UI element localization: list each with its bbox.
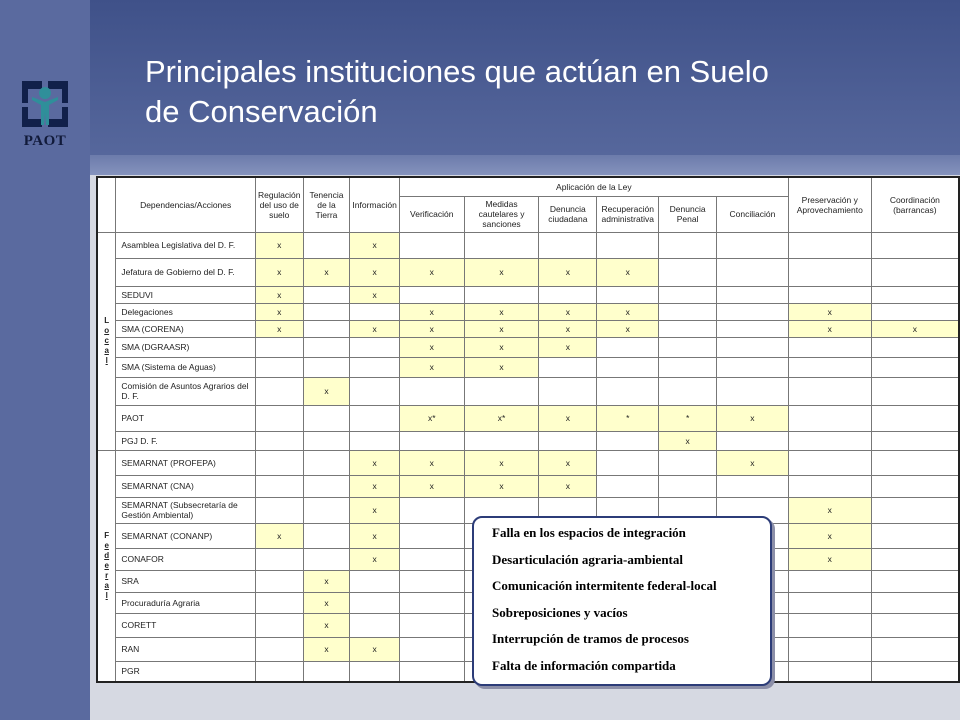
table-cell <box>303 405 350 431</box>
group-letter: o <box>104 326 110 335</box>
table-cell <box>871 405 959 431</box>
issue-item: Falla en los espacios de integración <box>492 525 686 540</box>
col-preservacion: Preservación y Aprovechamiento <box>788 177 871 232</box>
table-cell <box>303 337 350 357</box>
table-cell <box>539 377 597 405</box>
table-cell <box>255 357 303 377</box>
institution-name: PGR <box>116 661 256 682</box>
col-denuncia-ciudadana: Denuncia ciudadana <box>539 196 597 232</box>
institution-name: Comisión de Asuntos Agrarios del D. F. <box>116 377 256 405</box>
institution-name: SMA (Sistema de Aguas) <box>116 357 256 377</box>
col-recuperacion: Recuperación administrativa <box>597 196 659 232</box>
table-cell <box>399 613 464 637</box>
table-cell <box>788 377 871 405</box>
table-cell <box>255 337 303 357</box>
table-cell <box>350 613 399 637</box>
institution-name: Asamblea Legislativa del D. F. <box>116 232 256 258</box>
table-cell <box>717 337 789 357</box>
issue-item: Desarticulación agraria-ambiental <box>492 551 683 567</box>
table-cell: x <box>350 497 399 523</box>
table-cell: x <box>597 303 659 320</box>
group-letter: L <box>104 316 110 325</box>
table-cell: x <box>539 450 597 475</box>
table-cell: x <box>399 357 464 377</box>
table-row <box>97 258 959 286</box>
group-letter: l <box>105 356 108 365</box>
table-cell <box>303 548 350 570</box>
table-cell <box>788 405 871 431</box>
group-letter: a <box>104 580 109 590</box>
institution-name: SMA (DGRAASR) <box>116 337 256 357</box>
institution-name: SRA <box>116 570 256 592</box>
table-cell <box>871 431 959 450</box>
table-cell <box>399 661 464 682</box>
institution-name: CORETT <box>116 613 256 637</box>
table-cell <box>303 523 350 548</box>
table-cell: x <box>350 475 399 497</box>
table-cell <box>871 258 959 286</box>
table-cell <box>464 232 539 258</box>
header-divider <box>90 155 960 175</box>
table-cell: x <box>597 320 659 337</box>
table-cell: x <box>717 450 789 475</box>
table-cell <box>871 232 959 258</box>
table-cell <box>788 570 871 592</box>
table-cell <box>659 232 717 258</box>
table-cell: x <box>255 258 303 286</box>
col-coordinacion: Coordinación (barrancas) <box>871 177 959 232</box>
table-cell: x <box>539 258 597 286</box>
table-cell <box>659 377 717 405</box>
table-row <box>97 232 959 258</box>
table-cell <box>597 377 659 405</box>
table-cell <box>659 258 717 286</box>
table-cell: x <box>399 475 464 497</box>
table-cell <box>717 303 789 320</box>
table-cell <box>871 497 959 523</box>
institution-name: Jefatura de Gobierno del D. F. <box>116 258 256 286</box>
table-cell <box>255 661 303 682</box>
group-letter: l <box>105 590 108 600</box>
logo-text: PAOT <box>23 133 67 149</box>
issue-item: Comunicación intermitente federal-local <box>492 578 717 593</box>
table-cell: x <box>788 497 871 523</box>
table-cell <box>399 497 464 523</box>
col-regulacion: Regulación del uso de suelo <box>255 177 303 232</box>
table-cell <box>350 303 399 320</box>
table-cell <box>399 232 464 258</box>
group-letter: F <box>104 530 110 540</box>
title-line-2: de Conservación <box>145 94 378 129</box>
table-cell: x <box>788 303 871 320</box>
table-cell <box>788 431 871 450</box>
table-cell: x <box>303 637 350 661</box>
table-cell <box>788 258 871 286</box>
institution-name: SMA (CORENA) <box>116 320 256 337</box>
institution-name: Procuraduría Agraria <box>116 592 256 613</box>
table-cell: x <box>255 232 303 258</box>
table-cell <box>717 475 789 497</box>
table-cell <box>871 337 959 357</box>
table-cell <box>464 286 539 303</box>
table-cell <box>717 377 789 405</box>
table-cell <box>788 337 871 357</box>
table-cell <box>871 570 959 592</box>
table-cell <box>871 661 959 682</box>
table-cell: x* <box>399 405 464 431</box>
issue-item: Falta de información compartida <box>492 657 676 673</box>
institution-name: SEDUVI <box>116 286 256 303</box>
table-row <box>97 405 959 431</box>
table-cell <box>255 431 303 450</box>
table-cell: x <box>399 258 464 286</box>
table-cell: x <box>350 548 399 570</box>
table-cell: x <box>350 637 399 661</box>
col-dependencias: Dependencias/Acciones <box>116 177 256 232</box>
table-cell <box>871 303 959 320</box>
institution-name: SEMARNAT (PROFEPA) <box>116 450 256 475</box>
table-cell <box>871 523 959 548</box>
table-cell <box>597 450 659 475</box>
table-cell <box>399 286 464 303</box>
group-letter: e <box>104 540 109 550</box>
table-cell: * <box>597 405 659 431</box>
table-cell <box>788 592 871 613</box>
table-cell <box>350 337 399 357</box>
table-cell <box>597 475 659 497</box>
table-cell: x <box>871 320 959 337</box>
table-cell <box>399 431 464 450</box>
table-cell <box>788 613 871 637</box>
table-cell <box>350 592 399 613</box>
group-letter: c <box>104 336 109 345</box>
col-verificacion: Verificación <box>399 196 464 232</box>
institution-name: SEMARNAT (CONANP) <box>116 523 256 548</box>
table-cell <box>303 303 350 320</box>
table-cell: x <box>788 320 871 337</box>
table-cell <box>303 661 350 682</box>
table-cell: x <box>788 523 871 548</box>
table-cell <box>303 232 350 258</box>
table-cell <box>303 431 350 450</box>
table-cell: x <box>539 475 597 497</box>
table-cell: x <box>350 286 399 303</box>
table-cell <box>255 377 303 405</box>
table-cell <box>303 286 350 303</box>
table-cell <box>255 497 303 523</box>
table-cell: x <box>659 431 717 450</box>
paot-logo <box>12 75 78 155</box>
table-cell <box>597 286 659 303</box>
group-local <box>97 232 116 450</box>
col-tenencia: Tenencia de la Tierra <box>303 177 350 232</box>
table-cell <box>539 357 597 377</box>
table-cell: x <box>597 258 659 286</box>
table-row <box>97 357 959 377</box>
table-cell <box>399 377 464 405</box>
table-cell: x <box>255 523 303 548</box>
table-cell <box>597 431 659 450</box>
table-cell <box>350 570 399 592</box>
table-cell <box>255 570 303 592</box>
table-cell <box>788 637 871 661</box>
table-cell <box>399 637 464 661</box>
institution-name: PGJ D. F. <box>116 431 256 450</box>
table-cell: x <box>464 258 539 286</box>
table-cell <box>788 286 871 303</box>
table-cell <box>871 450 959 475</box>
table-cell: x <box>303 377 350 405</box>
col-aplicacion: Aplicación de la Ley <box>399 177 788 196</box>
table-cell <box>659 475 717 497</box>
table-cell <box>255 450 303 475</box>
table-cell <box>255 405 303 431</box>
table-cell: x <box>399 303 464 320</box>
table-cell <box>399 570 464 592</box>
table-cell: x <box>539 405 597 431</box>
table-cell <box>717 286 789 303</box>
person-cross-icon <box>12 75 78 133</box>
table-cell: x <box>255 320 303 337</box>
table-cell <box>788 661 871 682</box>
table-cell: x <box>350 450 399 475</box>
table-cell <box>871 548 959 570</box>
table-cell <box>255 475 303 497</box>
table-row <box>97 303 959 320</box>
table-cell <box>659 357 717 377</box>
table-cell <box>659 450 717 475</box>
table-cell <box>464 431 539 450</box>
table-cell <box>399 523 464 548</box>
table-cell <box>659 320 717 337</box>
table-row <box>97 450 959 475</box>
title-line-1: Principales instituciones que actúan en Suelo <box>145 54 769 89</box>
group-federal <box>97 450 116 682</box>
table-cell <box>303 320 350 337</box>
table-cell: x <box>399 320 464 337</box>
table-cell <box>788 450 871 475</box>
table-cell: x <box>399 450 464 475</box>
table-cell: x <box>303 258 350 286</box>
table-cell <box>659 303 717 320</box>
table-cell <box>871 475 959 497</box>
table-cell <box>350 661 399 682</box>
institution-name: SEMARNAT (CNA) <box>116 475 256 497</box>
table-cell <box>350 377 399 405</box>
table-cell <box>597 357 659 377</box>
table-cell <box>399 548 464 570</box>
table-row <box>97 286 959 303</box>
table-cell <box>303 450 350 475</box>
table-cell: x <box>788 548 871 570</box>
table-cell: x <box>350 258 399 286</box>
table-cell: x <box>399 337 464 357</box>
table-cell <box>539 286 597 303</box>
table-cell <box>255 613 303 637</box>
issues-callout <box>472 516 772 686</box>
table-cell <box>350 405 399 431</box>
table-cell: x <box>303 613 350 637</box>
table-cell <box>539 232 597 258</box>
institution-name: Delegaciones <box>116 303 256 320</box>
table-cell <box>659 337 717 357</box>
institution-name: SEMARNAT (Subsecretaría de Gestión Ambiental) <box>116 497 256 523</box>
table-cell <box>597 337 659 357</box>
table-cell: x <box>464 475 539 497</box>
table-cell <box>464 377 539 405</box>
table-cell <box>788 357 871 377</box>
table-cell: * <box>659 405 717 431</box>
table-cell: x <box>464 357 539 377</box>
table-cell: x <box>255 286 303 303</box>
table-cell <box>303 497 350 523</box>
header-group-blank <box>97 177 116 232</box>
table-row <box>97 320 959 337</box>
table-cell <box>255 548 303 570</box>
page-title <box>145 52 935 132</box>
table-cell <box>788 232 871 258</box>
group-letter: d <box>104 550 110 560</box>
table-cell <box>350 431 399 450</box>
table-cell <box>303 475 350 497</box>
table-cell <box>717 258 789 286</box>
table-cell <box>871 377 959 405</box>
col-conciliacion: Conciliación <box>717 196 789 232</box>
table-cell <box>717 232 789 258</box>
table-cell: x <box>464 303 539 320</box>
institution-name: PAOT <box>116 405 256 431</box>
table-row <box>97 377 959 405</box>
table-cell: x <box>350 523 399 548</box>
table-cell: x <box>255 303 303 320</box>
table-cell <box>255 637 303 661</box>
issue-item: Sobreposiciones y vacíos <box>492 604 628 620</box>
group-letter: r <box>105 570 109 580</box>
table-cell: x <box>539 320 597 337</box>
table-cell <box>871 637 959 661</box>
col-denuncia-penal: Denuncia Penal <box>659 196 717 232</box>
group-letter: a <box>104 346 109 355</box>
issue-item: Interrupción de tramos de procesos <box>492 631 689 646</box>
institution-name: RAN <box>116 637 256 661</box>
table-row <box>97 337 959 357</box>
table-cell <box>871 357 959 377</box>
table-cell: x <box>539 303 597 320</box>
table-cell <box>399 592 464 613</box>
table-cell <box>717 320 789 337</box>
table-cell <box>659 286 717 303</box>
col-medidas: Medidas cautelares y sanciones <box>464 196 539 232</box>
table-cell: x* <box>464 405 539 431</box>
table-row <box>97 475 959 497</box>
table-cell: x <box>464 450 539 475</box>
table-cell <box>539 431 597 450</box>
table-cell: x <box>539 337 597 357</box>
table-cell <box>350 357 399 377</box>
table-cell <box>717 357 789 377</box>
col-informacion: Información <box>350 177 399 232</box>
table-cell: x <box>350 232 399 258</box>
group-letter: e <box>104 560 109 570</box>
issues-list <box>474 518 770 685</box>
table-cell <box>871 592 959 613</box>
table-cell <box>871 286 959 303</box>
table-cell <box>788 475 871 497</box>
table-cell <box>871 613 959 637</box>
table-row <box>97 431 959 450</box>
table-cell: x <box>350 320 399 337</box>
table-cell <box>255 592 303 613</box>
table-cell <box>303 357 350 377</box>
institution-name: CONAFOR <box>116 548 256 570</box>
table-cell: x <box>303 592 350 613</box>
table-cell: x <box>717 405 789 431</box>
table-cell <box>717 431 789 450</box>
table-cell <box>597 232 659 258</box>
table-cell: x <box>464 320 539 337</box>
table-cell: x <box>464 337 539 357</box>
table-cell: x <box>303 570 350 592</box>
left-sidebar <box>0 0 90 720</box>
